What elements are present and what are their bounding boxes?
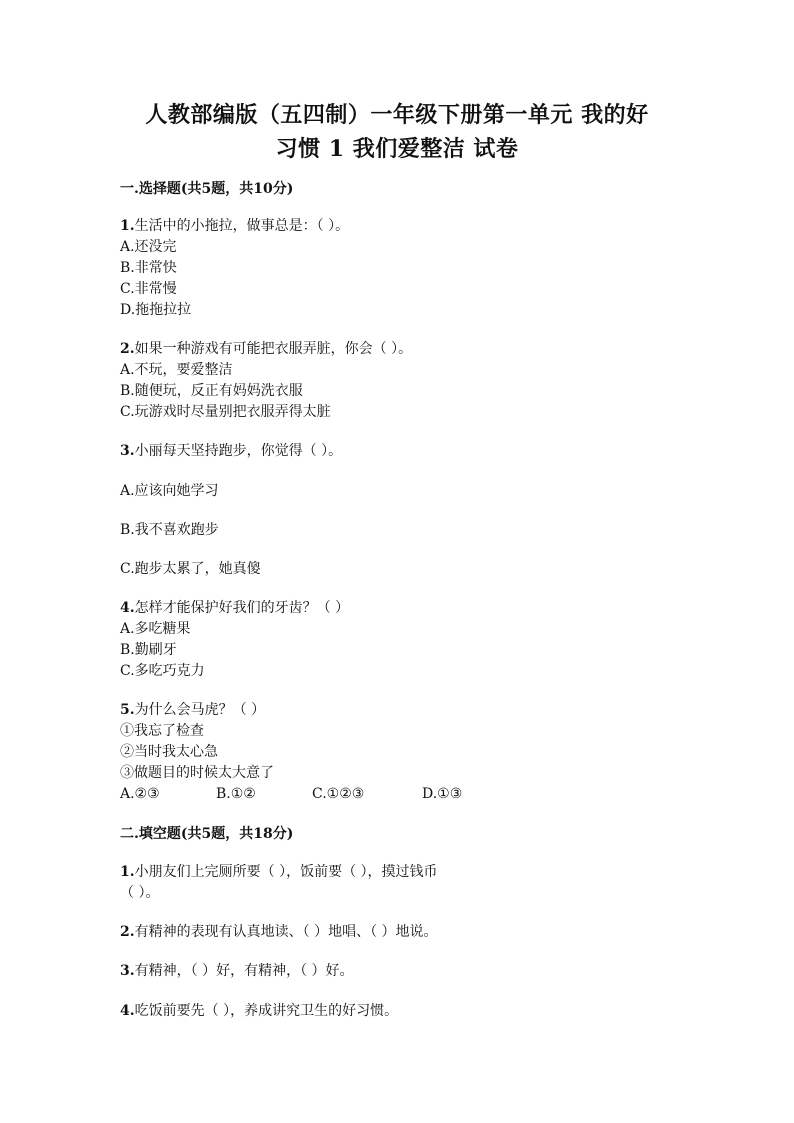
question-text: 如果一种游戏有可能把衣服弄脏，你会（ ）。 <box>134 341 413 357</box>
question-number: 1. <box>120 218 135 234</box>
question-number: 4. <box>120 600 135 616</box>
fill-question-1-continued: （ ）。 <box>120 885 160 901</box>
question-number: 3. <box>120 443 135 459</box>
section-heading-choice: 一.选择题(共5题，共10分) <box>120 181 294 197</box>
option-b: B.勤刷牙 <box>120 642 177 658</box>
option-a: A.应该向她学习 <box>120 483 219 499</box>
option-c: C.跑步太累了，她真傻 <box>120 561 261 577</box>
statement-2: ②当时我太心急 <box>120 744 218 760</box>
fill-question-3 <box>120 961 354 981</box>
fill-question-2 <box>120 922 438 942</box>
question-2 <box>120 339 412 359</box>
question-text: 小丽每天坚持跑步，你觉得（ ）。 <box>134 443 343 459</box>
question-text: 吃饭前要先（ ），养成讲究卫生的好习惯。 <box>134 1003 399 1019</box>
question-number: 2. <box>120 924 135 940</box>
fill-question-1 <box>120 862 438 882</box>
fill-question-4 <box>120 1001 398 1021</box>
question-4 <box>120 598 349 618</box>
option-d: D.①③ <box>422 786 463 802</box>
question-text: 有精神的表现有认真地读、（ ）地唱、（ ）地说。 <box>134 924 438 940</box>
option-b: B.非常快 <box>120 260 177 276</box>
section-heading-fill: 二.填空题(共5题，共18分) <box>120 826 294 842</box>
question-number: 2. <box>120 341 135 357</box>
question-text: 小朋友们上完厕所要（ ），饭前要（ ），摸过钱币 <box>134 864 438 880</box>
question-1 <box>120 216 349 236</box>
option-a: A.②③ <box>120 786 160 802</box>
option-b: B.①② <box>216 786 256 802</box>
statement-3: ③做题目的时候太大意了 <box>120 765 274 781</box>
exam-title-line-1: 人教部编版（五四制）一年级下册第一单元 我的好 <box>145 102 649 128</box>
question-number: 4. <box>120 1003 135 1019</box>
option-c: C.玩游戏时尽量别把衣服弄得太脏 <box>120 404 331 420</box>
option-c: C.非常慢 <box>120 281 177 297</box>
question-3 <box>120 441 342 461</box>
option-a: A.多吃糖果 <box>120 621 191 637</box>
statement-1: ①我忘了检查 <box>120 723 204 739</box>
question-number: 3. <box>120 963 135 979</box>
question-text: 有精神，（ ）好，有精神，（ ）好。 <box>134 963 354 979</box>
exam-title-line-2: 习惯 1 我们爱整洁 试卷 <box>275 136 519 162</box>
option-c: C.①②③ <box>312 786 365 802</box>
question-5 <box>120 700 265 720</box>
inline-options <box>120 784 462 804</box>
question-text: 生活中的小拖拉，做事总是：（ ）。 <box>134 218 350 234</box>
option-a: A.不玩，要爱整洁 <box>120 362 233 378</box>
question-number: 1. <box>120 864 135 880</box>
option-a: A.还没完 <box>120 239 177 255</box>
question-text: 为什么会马虎？（ ） <box>134 702 266 718</box>
option-d: D.拖拖拉拉 <box>120 302 192 318</box>
question-text: 怎样才能保护好我们的牙齿？（ ） <box>134 600 350 616</box>
option-b: B.我不喜欢跑步 <box>120 522 219 538</box>
option-c: C.多吃巧克力 <box>120 663 205 679</box>
question-number: 5. <box>120 702 135 718</box>
option-b: B.随便玩，反正有妈妈洗衣服 <box>120 383 303 399</box>
